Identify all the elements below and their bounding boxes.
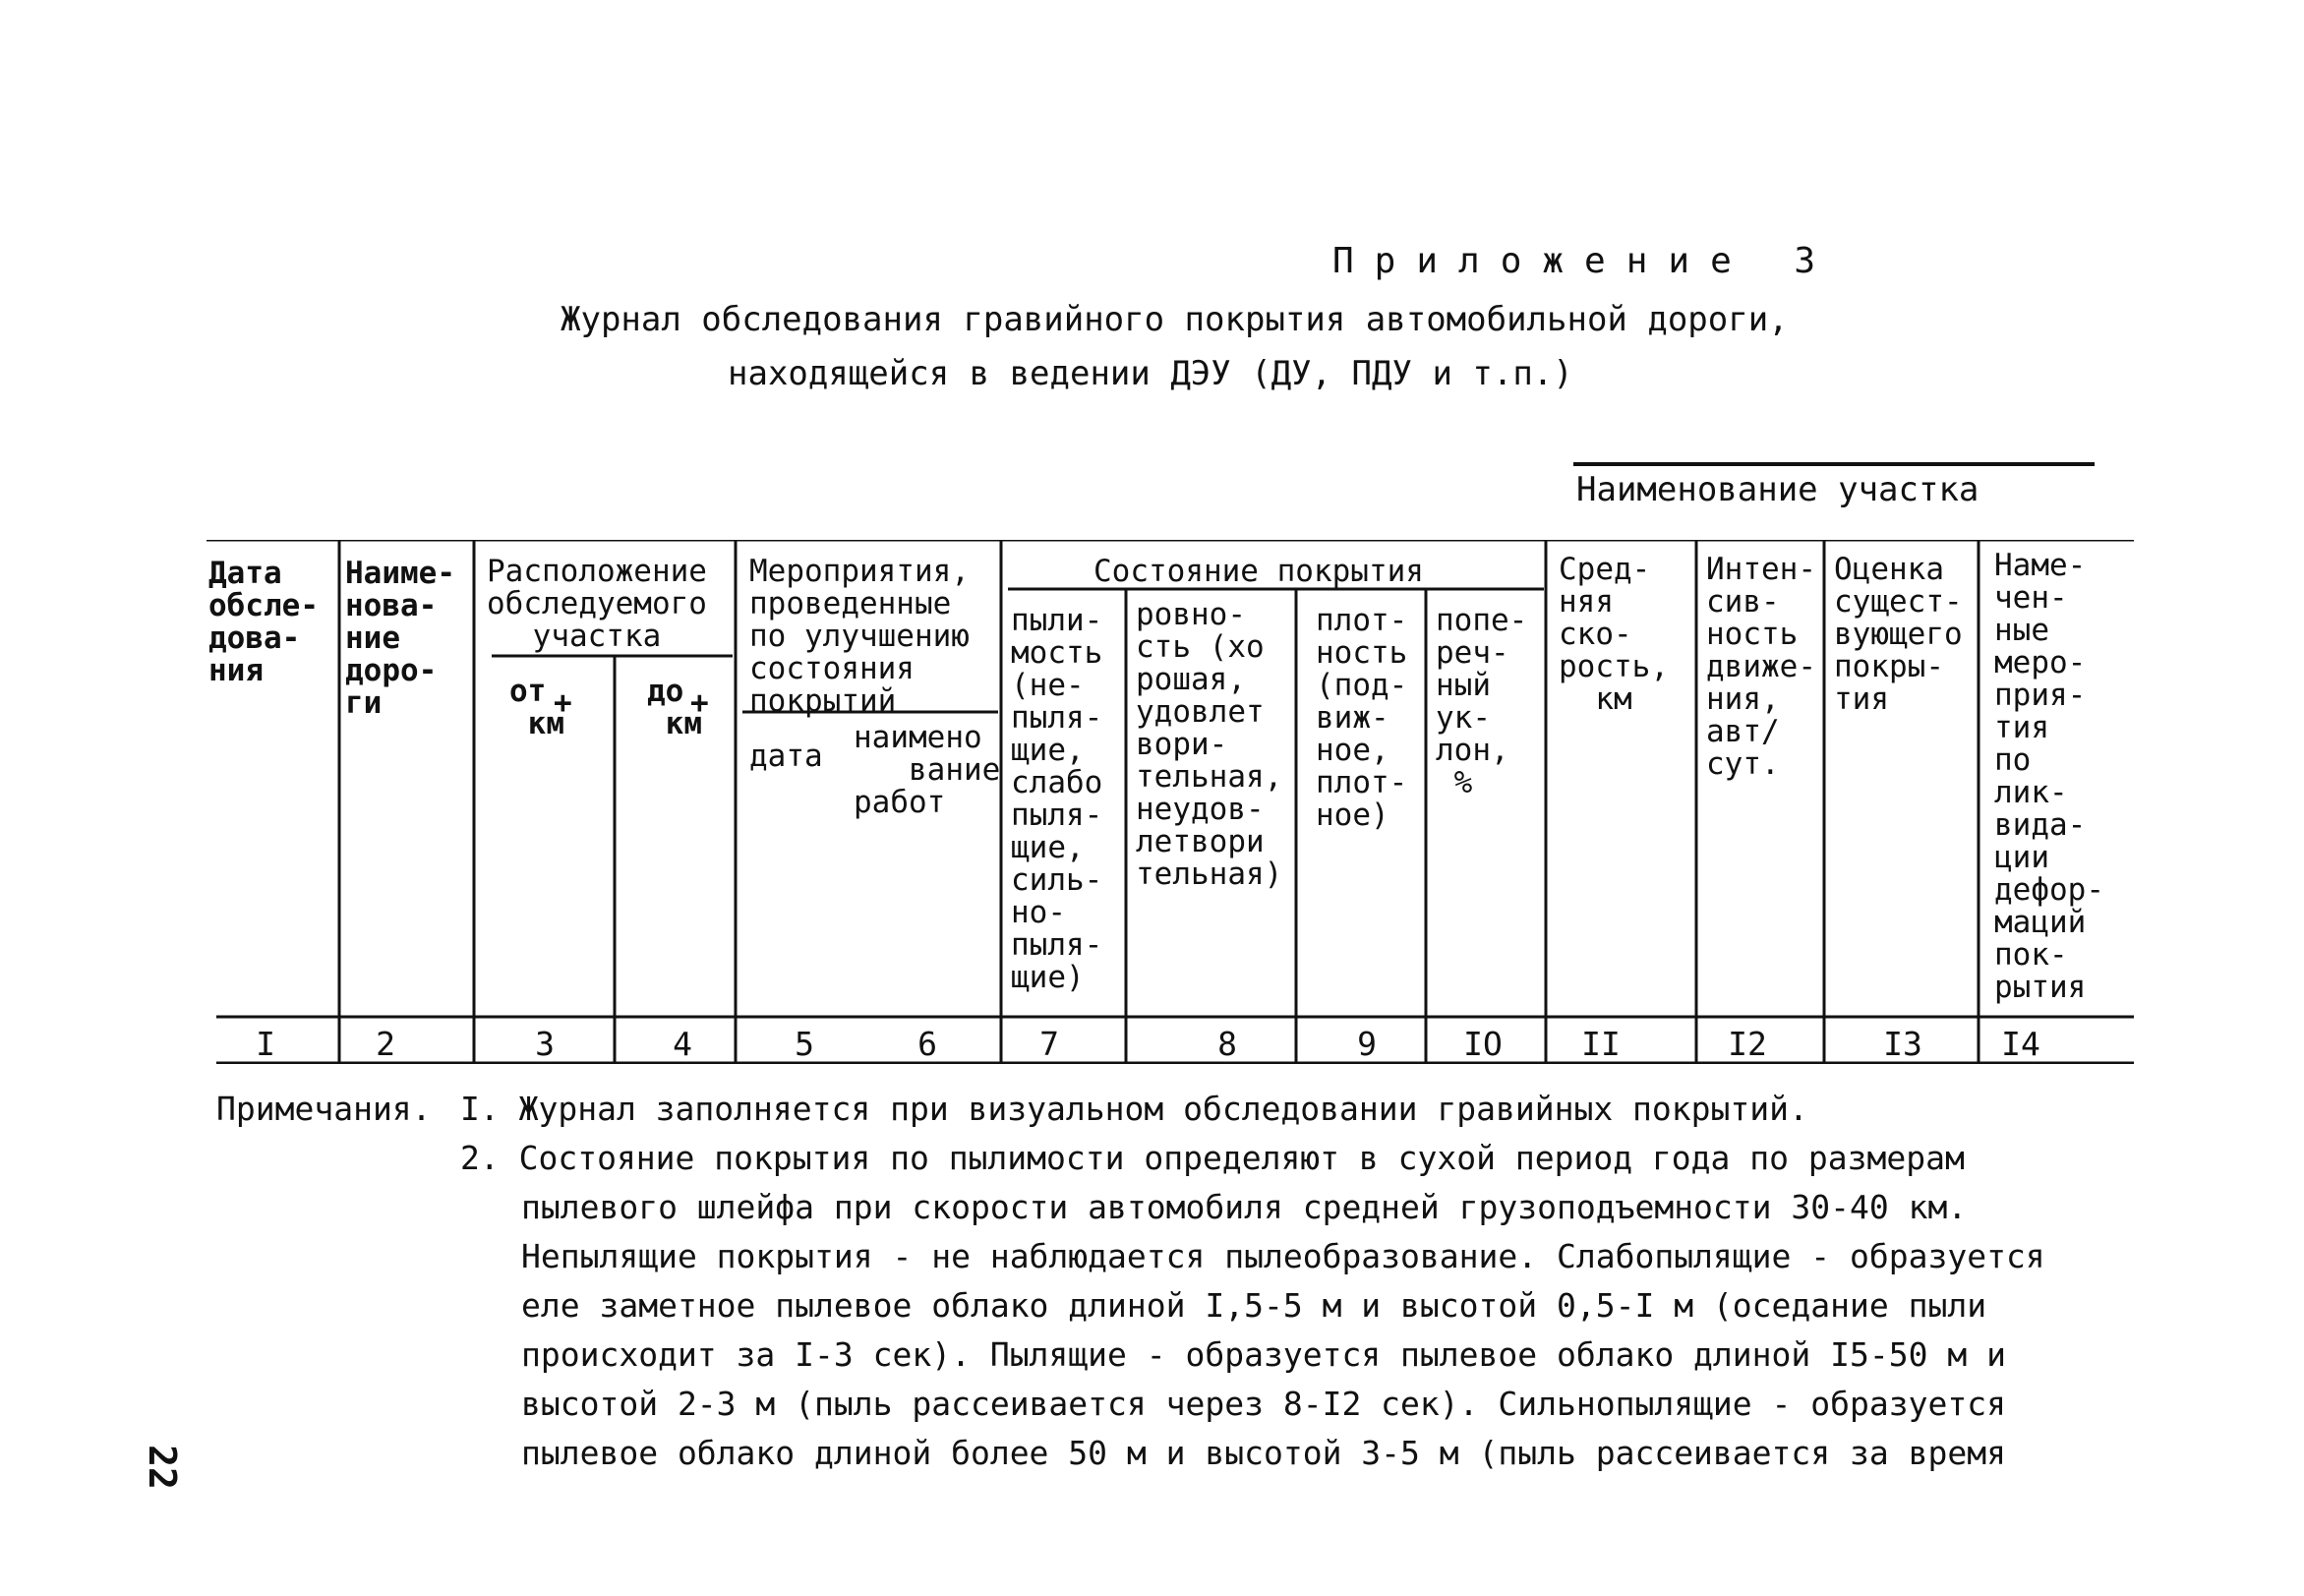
header-assessment: Оценка сущест- вующего покры- тия xyxy=(1834,552,1963,717)
header-evenness: ровно- сть (хо рошая, удовлет вори- тельная, неудов- летвори тельная) xyxy=(1136,597,1283,892)
notes-label: Примечания. xyxy=(216,1090,432,1128)
journal-title-line-1: Журнал обследования гравийного покрытия автомобильной дороги, xyxy=(561,300,1789,339)
header-measures-date: дата xyxy=(749,739,823,774)
header-date: Дата обсле- дова- ния xyxy=(208,556,319,688)
page-number: 22 xyxy=(140,1445,184,1490)
note-line: пылевого шлейфа при скорости автомобиля средней грузоподъемности 30-40 км. xyxy=(521,1188,1968,1226)
header-traffic: Интен- сив- ность движе- ния, авт/ сут. xyxy=(1706,552,1816,782)
header-to-km: до км xyxy=(647,674,702,741)
header-measures: Мероприятия, проведенные по улучшению состояния покрытий xyxy=(749,554,970,719)
header-planned: Наме- чен- ные меро- прия- тия по лик- вида- ции дефор- маций пок- рытия xyxy=(1994,548,2104,1005)
header-density: плот- ность (под- виж- ное, плот- ное) xyxy=(1316,603,1408,833)
header-to-plus: + xyxy=(690,685,709,721)
appendix-label: Приложение 3 xyxy=(1332,241,1837,281)
note-line: высотой 2-3 м (пыль рассеивается через 8-I2 сек). Сильнопылящие - образуется xyxy=(521,1385,2006,1423)
section-name-rule xyxy=(1573,462,2095,466)
header-measures-works: наимено вание работ xyxy=(854,720,1001,820)
header-condition: Состояние покрытия xyxy=(1093,554,1424,589)
note-line: 2. Состояние покрытия по пылимости определяют в сухой период года по размерам xyxy=(460,1139,1965,1177)
note-line: Непылящие покрытия - не наблюдается пылеобразование. Слабопылящие - образуется xyxy=(521,1237,2045,1275)
header-avg-speed: Сред- няя ско- рость, км xyxy=(1559,552,1669,717)
header-dust: пыли- мость (не- пыля- щие, слабо пыля- щие, силь- но- пыля- щие) xyxy=(1011,603,1103,995)
header-location: Расположение обследуемого участка xyxy=(487,554,707,654)
journal-table: Дата обсле- дова- ния Наиме- нова- ние доро- ги Расположение обследуемого участка от км + до км + Мероприятия, проведенные по улучшению состояния покрытий дата наимено вание работ Состояние покрытия пыли- мость (не- пыля- щие, слабо пыля- щие, силь- но- пыля- щие) ровно- сть (хо рошая, удовлет вори- тельная, неудов- летвори тельная) плот- ность (под- виж- ное, плот- ное) попе- реч- ный ук- лон, % Сред- няя ско- рость, км Интен- сив- ность движе- ния, авт/ сут. Оценка сущест- вующего покры- тия Наме- чен- ные меро- прия- тия по лик- вида- ции дефор- маций пок- рытия I 2 3 4 5 6 7 8 9 IO II I2 I3 I4 xyxy=(207,540,2134,1064)
header-from-plus: + xyxy=(554,685,572,721)
section-name-label: Наименование участка xyxy=(1576,470,1979,509)
note-line: I. Журнал заполняется при визуальном обследовании гравийных покрытий. xyxy=(460,1090,1808,1128)
note-line: еле заметное пылевое облако длиной I,5-5 м и высотой 0,5-I м (оседание пыли xyxy=(521,1286,1987,1325)
header-from-km: от км xyxy=(509,674,564,741)
journal-title-line-2: находящейся в ведении ДЭУ (ДУ, ПДУ и т.п.) xyxy=(728,354,1573,393)
note-line: происходит за I-3 сек). Пылящие - образуется пылевое облако длиной I5-50 м и xyxy=(521,1335,2006,1374)
header-slope: попе- реч- ный ук- лон, % xyxy=(1436,603,1528,800)
header-road-name: Наиме- нова- ние доро- ги xyxy=(345,556,455,721)
note-line: пылевое облако длиной более 50 м и высотой 3-5 м (пыль рассеивается за время xyxy=(521,1434,2006,1472)
